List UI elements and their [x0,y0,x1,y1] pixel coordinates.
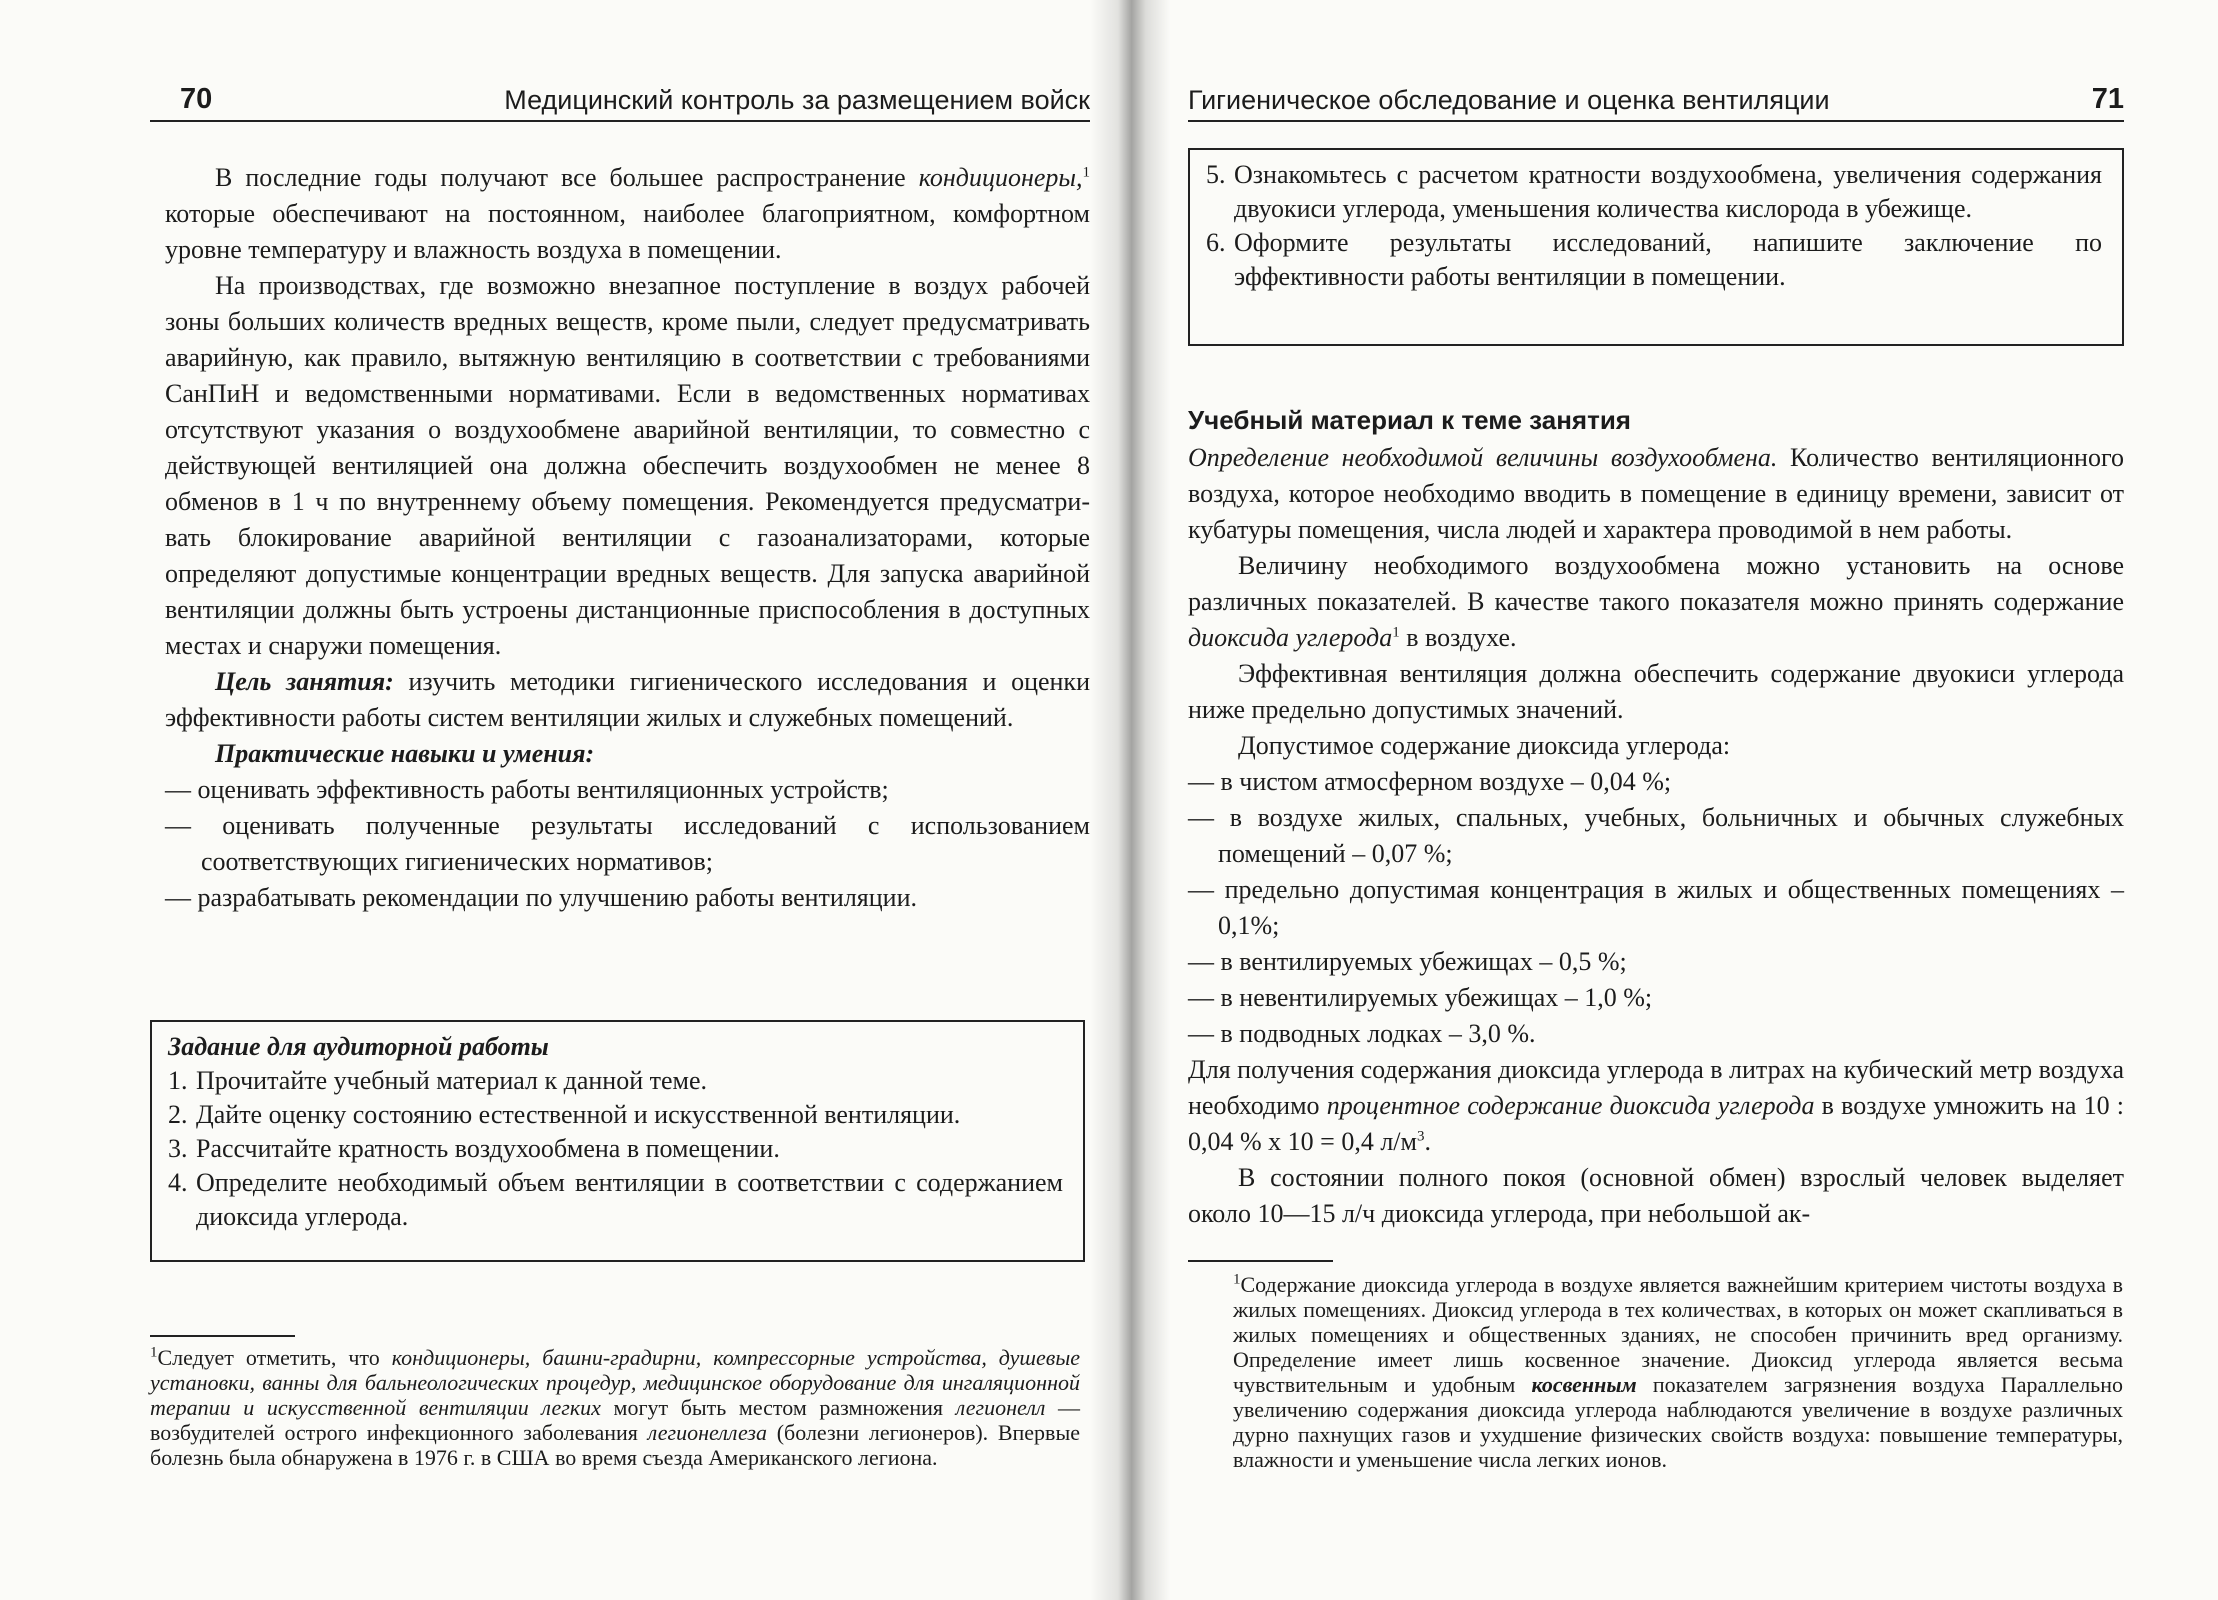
co2-levels-list [1188,764,2124,1052]
paragraph: На производствах, где возможно внезапное поступление в воздух рабочей зоны больших количеств вредных веществ, кроме пыли, следует предусматривать аварийную, как правило, вытяжную вентиляцию в соответствии с требованиями СанПиН и ведомственными нормативами. Если в ведомственных нормативах отсутствуют указания о воздухообмене аварийной вентиляции, то совместно с действующей вентиляцией она должна обеспечить воздухообмен не менее 8 обменов в 1 ч по внутреннему объему помещения. Рекомендуется предусматривать блокирование аварийной вентиляции с газоанализаторами, которые определяют допустимые концентрации вредных веществ. Для запуска аварийной вентиляции должны быть устроены дистанционные приспособления в доступных местах и снаружи помещения. [165,271,1090,660]
task-item: 4. Определите необходимый объем вентиляции в соответствии с содержанием диоксида углерода. [168,1168,1063,1231]
running-title: Медицинский контроль за размещением войск [504,85,1090,115]
skills-list [165,772,1090,916]
goal-label: Цель занятия: [215,667,394,696]
book-gutter-shadow [1090,0,1170,1600]
footnote-divider [1188,1260,1333,1262]
paragraph: Эффективная вентиляция должна обеспечить содержание двуокиси углерода ниже предельно допустимых значений. [1188,659,2124,724]
task-box-title: Задание для аудиторной работы [168,1032,549,1061]
footnote: $^1$Содержание диоксида углерода в воздухе является важнейшим критерием чистоты воздуха в жилых помещениях. Диоксид углерода в тех количествах, в которых он может скапливаться в жилых помещениях и общественных зданиях, не способен причинить вред организму. Определение имеет лишь косвенное значение. Диоксид углерода является весьма чувствительным и удобным косвенным показателем загрязнения воздуха Параллельно увеличению содержания диоксида углерода наблюдаются увеличение в воздухе различных дурно пахнущих газов и ухудшение физических свойств воздуха: повышение температуры, влажности и уменьшение числа легких ионов. [1233,1271,2123,1472]
task-item: 6. Оформите результаты исследований, напишите заключение по эффективности работы вентиляции в помещении. [1206,228,2102,291]
co2-levels [1188,764,2124,1052]
list-item: — в чистом атмосферном воздухе – 0,04 %; [1188,764,2124,800]
task-list [1206,158,2102,294]
list-item: — в воздухе жилых, спальных, учебных, больничных и обычных служебных помещений – 0,07 %; [1188,800,2124,872]
paragraph: Допустимое содержание диоксида углерода: [1238,731,1731,760]
list-item: — в подводных лодках – 3,0 %. [1188,1016,2124,1052]
page-number: 70 [180,83,213,115]
task-box [150,1020,1085,1262]
task-box-continued [1188,148,2124,346]
paragraph: Для получения содержания диоксида углерода в литрах на кубический метр воздуха необходимо процентное содержание диоксида углерода в воздухе умножить на 10 : 0,04 % х 10 = 0,4 $л/м^3$. [1188,1055,2124,1156]
page-number: 71 [2091,83,2124,115]
running-title: Гигиеническое обследование и оценка вентиляции [1188,85,1830,115]
lesson-goal: Цель занятия: изучить методики гигиенического исследования и оценки эффективности работы систем вентиляции жилых и служебных помещений. [165,667,1090,732]
task-list [168,1064,1063,1234]
list-item: — разрабатывать рекомендации по улучшению работы вентиляции. [165,880,1090,916]
task-item: 1. Прочитайте учебный материал к данной теме. [168,1066,708,1095]
paragraph: В состоянии полного покоя (основной обмен) взрослый человек выделяет около 10—15 л/ч диоксида углерода, при небольшой ак- [1188,1163,2124,1228]
list-item: — предельно допустимая концентрация в жилых и общественных помещениях – 0,1%; [1188,872,2124,944]
left-body-text [165,160,1090,916]
task-item: 5. Ознакомьтесь с расчетом кратности воздухообмена, увеличения содержания двуокиси углерода, уменьшения количества кислорода в убежище. [1206,160,2102,223]
task-item: 2. Дайте оценку состоянию естественной и искусственной вентиляции. [168,1100,961,1129]
footnote: $^1$Следует отметить, что кондиционеры, башни-градирни, компрессорные устройства, душевые установки, ванны для бальнеологических процедур, медицинское оборудование для ингаляционной терапии и искусственной вентиляции легких могут быть местом размножения легионелл — возбудителей острого инфекционного заболевания легионеллеза (болезни легионеров). Впервые болезнь была обнаружена в 1976 г. в США во время съезда Американского легиона. [150,1344,1081,1470]
section-heading: Учебный материал к теме занятия [1188,405,1631,435]
list-item: — оценивать эффективность работы вентиляционных устройств; [165,772,1090,808]
footnote-divider [150,1335,295,1337]
task-item: 3. Рассчитайте кратность воздухообмена в помещении. [168,1134,780,1163]
right-body-text [1188,440,2124,1232]
paragraph: Определение необходимой величины воздухообмена. Количество вентиляционного воздуха, которое необходимо вводить в помещение в единицу времени, зависит от кубатуры помещения, числа людей и характера проводимой в нем работы. [1188,443,2124,544]
paragraph: Величину необходимого воздухообмена можно установить на основе различных показателей. В качестве такого показателя можно принять содержание диоксида углерода$^1$ в воздухе. [1188,551,2124,652]
right-page [1188,0,2124,1600]
left-page-header [150,80,1090,122]
right-page-header [1188,80,2124,122]
skills-label: Практические навыки и умения: [215,739,595,768]
list-item: — оценивать полученные результаты исследований с использованием соответствующих гигиенических нормативов; [165,808,1090,880]
list-item: — в невентилируемых убежищах – 1,0 %; [1188,980,2124,1016]
paragraph: В последние годы получают все большее распространение кондиционеры,$^1$ которые обеспечивают на постоянном, наиболее благоприятном, комфортном уровне температуру и влажность воздуха в помещении. [165,163,1090,264]
left-page [150,0,1090,1600]
list-item: — в вентилируемых убежищах – 0,5 %; [1188,944,2124,980]
